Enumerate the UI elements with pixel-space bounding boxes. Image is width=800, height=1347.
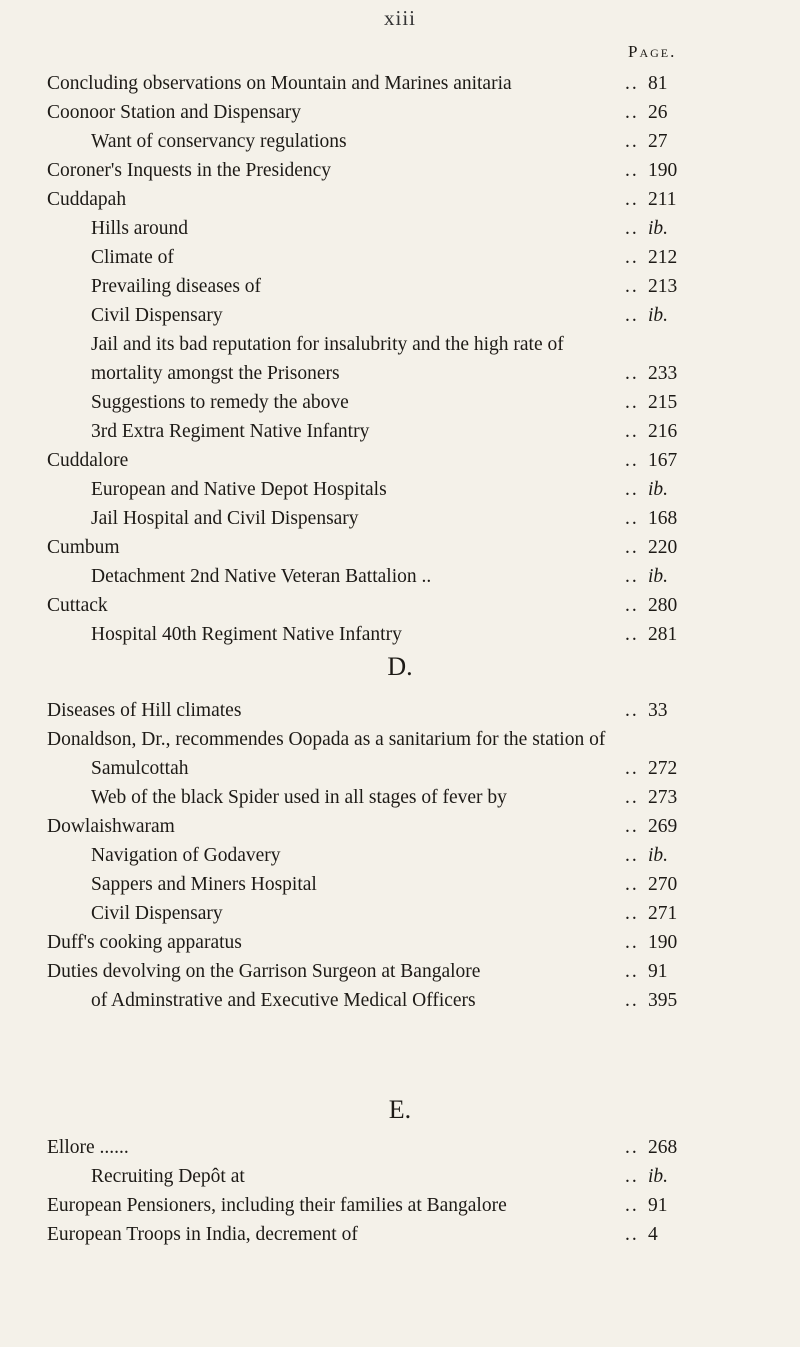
index-entry xyxy=(0,841,800,870)
leader-dots: .. xyxy=(625,479,639,500)
leader-dots: .. xyxy=(625,450,639,471)
index-entry xyxy=(0,359,800,388)
entry-text: Cuttack xyxy=(47,595,108,616)
leader-dots: .. xyxy=(625,305,639,326)
entry-text: Jail Hospital and Civil Dispensary xyxy=(91,508,359,529)
entry-page-number: 220 xyxy=(648,537,678,558)
entry-text: Donaldson, Dr., recommendes Oopada as a sanitarium for the station of xyxy=(47,729,606,750)
entry-page-number: 213 xyxy=(648,276,678,297)
entry-page-number: 395 xyxy=(648,990,678,1011)
entry-text: Detachment 2nd Native Veteran Battalion .. xyxy=(91,566,432,587)
leader-dots: .. xyxy=(625,566,639,587)
page-column-heading: Page. xyxy=(628,42,677,61)
leader-dots: .. xyxy=(625,421,639,442)
leader-dots: .. xyxy=(625,845,639,866)
leader-dots: .. xyxy=(625,392,639,413)
page-folio: xiii xyxy=(383,6,416,30)
entry-page-number: 273 xyxy=(648,787,678,808)
index-entry xyxy=(0,928,800,957)
index-entry xyxy=(0,504,800,533)
index-entry xyxy=(0,98,800,127)
index-entry xyxy=(0,725,800,754)
index-entry xyxy=(0,620,800,649)
leader-dots: .. xyxy=(625,189,639,210)
entry-text: European Pensioners, including their families at Bangalore xyxy=(47,1195,507,1216)
entry-text: Want of conservancy regulations xyxy=(91,131,347,152)
entry-page-number: 281 xyxy=(648,624,678,645)
leader-dots: .. xyxy=(625,1224,639,1245)
entry-page-number: 211 xyxy=(648,189,677,210)
index-entry xyxy=(0,812,800,841)
index-entry xyxy=(0,214,800,243)
index-entry xyxy=(0,243,800,272)
leader-dots: .. xyxy=(625,537,639,558)
entry-page-number: ib. xyxy=(648,845,669,866)
leader-dots: .. xyxy=(625,700,639,721)
entry-page-number: 26 xyxy=(648,102,668,123)
entry-text: Coroner's Inquests in the Presidency xyxy=(47,160,332,181)
leader-dots: .. xyxy=(625,160,639,181)
leader-dots: .. xyxy=(625,787,639,808)
entry-text: Web of the black Spider used in all stages of fever by xyxy=(91,787,507,808)
entry-text: Navigation of Godavery xyxy=(91,845,281,866)
entry-page-number: 190 xyxy=(648,160,678,181)
index-entry xyxy=(0,185,800,214)
entry-page-number: ib. xyxy=(648,566,669,587)
entry-page-number: 190 xyxy=(648,932,678,953)
entry-text: Hospital 40th Regiment Native Infantry xyxy=(91,624,402,645)
leader-dots: .. xyxy=(625,1166,639,1187)
entry-page-number: 215 xyxy=(648,392,678,413)
entry-text: Civil Dispensary xyxy=(91,305,223,326)
entry-text: Duff's cooking apparatus xyxy=(47,932,242,953)
entry-page-number: 280 xyxy=(648,595,678,616)
leader-dots: .. xyxy=(625,816,639,837)
entry-text: Suggestions to remedy the above xyxy=(91,392,349,413)
leader-dots: .. xyxy=(625,932,639,953)
entry-page-number: 33 xyxy=(648,700,668,721)
index-entry xyxy=(0,301,800,330)
entry-page-number: 269 xyxy=(648,816,678,837)
entry-text: Hills around xyxy=(91,218,188,239)
entry-page-number: ib. xyxy=(648,1166,669,1187)
entry-text: Prevailing diseases of xyxy=(91,276,262,297)
entry-text: Sappers and Miners Hospital xyxy=(91,874,317,895)
entry-text: mortality amongst the Prisoners xyxy=(91,363,340,384)
entry-text: Jail and its bad reputation for insalubrity and the high rate of xyxy=(91,334,564,355)
entry-text: 3rd Extra Regiment Native Infantry xyxy=(91,421,370,442)
entry-text: Dowlaishwaram xyxy=(47,816,175,837)
leader-dots: .. xyxy=(625,624,639,645)
index-entry xyxy=(0,870,800,899)
index-entry xyxy=(0,1191,800,1220)
entry-text: Cuddapah xyxy=(47,189,127,210)
entry-text: Recruiting Depôt at xyxy=(91,1166,245,1187)
index-entry xyxy=(0,1162,800,1191)
index-entry xyxy=(0,696,800,725)
leader-dots: .. xyxy=(625,1137,639,1158)
leader-dots: .. xyxy=(625,595,639,616)
leader-dots: .. xyxy=(625,102,639,123)
entry-text: Cuddalore xyxy=(47,450,129,471)
leader-dots: .. xyxy=(625,276,639,297)
leader-dots: .. xyxy=(625,508,639,529)
entry-text: of Adminstrative and Executive Medical Officers xyxy=(91,990,476,1011)
section-letter: E. xyxy=(388,1095,412,1124)
entry-page-number: 91 xyxy=(648,1195,668,1216)
leader-dots: .. xyxy=(625,363,639,384)
index-entry xyxy=(0,591,800,620)
leader-dots: .. xyxy=(625,874,639,895)
entry-page-number: 168 xyxy=(648,508,678,529)
entry-text: Duties devolving on the Garrison Surgeon at Bangalore xyxy=(47,961,481,982)
leader-dots: .. xyxy=(625,131,639,152)
index-entry xyxy=(0,127,800,156)
entry-text: Ellore ...... xyxy=(47,1137,129,1158)
entry-text: Climate of xyxy=(91,247,174,268)
index-entry xyxy=(0,1133,800,1162)
entry-text: Diseases of Hill climates xyxy=(47,700,242,721)
entry-page-number: 268 xyxy=(648,1137,678,1158)
entry-page-number: 212 xyxy=(648,247,678,268)
entry-text: Concluding observations on Mountain and Marines anitaria xyxy=(47,73,512,94)
entry-page-number: 4 xyxy=(648,1224,658,1245)
entry-text: Cumbum xyxy=(47,537,120,558)
index-entry xyxy=(0,156,800,185)
leader-dots: .. xyxy=(625,247,639,268)
section-letter: D. xyxy=(387,652,413,681)
entry-page-number: 27 xyxy=(648,131,668,152)
entry-page-number: 216 xyxy=(648,421,678,442)
entry-page-number: ib. xyxy=(648,218,669,239)
entry-page-number: ib. xyxy=(648,305,669,326)
entry-page-number: 272 xyxy=(648,758,678,779)
index-entry xyxy=(0,783,800,812)
entry-text: Coonoor Station and Dispensary xyxy=(47,102,302,123)
entry-text: Samulcottah xyxy=(91,758,189,779)
index-entry xyxy=(0,1220,800,1249)
index-entry xyxy=(0,330,800,359)
entry-page-number: 81 xyxy=(648,73,668,94)
index-entry xyxy=(0,417,800,446)
entry-text: European and Native Depot Hospitals xyxy=(91,479,387,500)
entry-text: European Troops in India, decrement of xyxy=(47,1224,358,1245)
leader-dots: .. xyxy=(625,990,639,1011)
entry-page-number: 271 xyxy=(648,903,678,924)
index-entry xyxy=(0,69,800,98)
index-entry xyxy=(0,446,800,475)
index-entry xyxy=(0,754,800,783)
index-entry xyxy=(0,533,800,562)
entry-page-number: 91 xyxy=(648,961,668,982)
leader-dots: .. xyxy=(625,1195,639,1216)
index-entry xyxy=(0,562,800,591)
index-entry xyxy=(0,388,800,417)
leader-dots: .. xyxy=(625,758,639,779)
leader-dots: .. xyxy=(625,961,639,982)
entry-page-number: 270 xyxy=(648,874,678,895)
index-entry xyxy=(0,272,800,301)
index-entry xyxy=(0,986,800,1015)
entry-text: Civil Dispensary xyxy=(91,903,223,924)
leader-dots: .. xyxy=(625,73,639,94)
entry-page-number: ib. xyxy=(648,479,669,500)
index-entry xyxy=(0,957,800,986)
index-entry xyxy=(0,475,800,504)
leader-dots: .. xyxy=(625,218,639,239)
entry-page-number: 233 xyxy=(648,363,678,384)
leader-dots: .. xyxy=(625,903,639,924)
entry-page-number: 167 xyxy=(648,450,678,471)
index-entry xyxy=(0,899,800,928)
